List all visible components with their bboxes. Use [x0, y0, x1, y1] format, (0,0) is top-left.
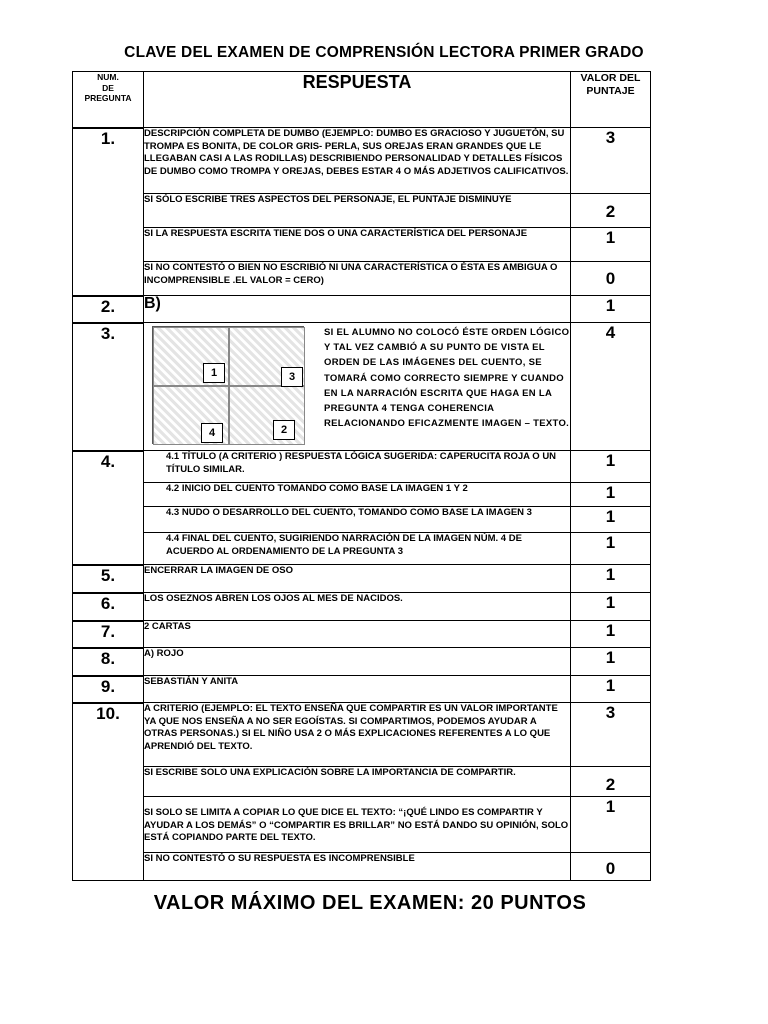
question-9-row — [73, 676, 651, 703]
question-1-answer-2: SI SÓLO ESCRIBE TRES ASPECTOS DEL PERSONAJE, EL PUNTAJE DISMINUYE — [144, 194, 571, 228]
question-7-answer: 2 CARTAS — [144, 621, 571, 648]
question-5-answer: ENCERRAR LA IMAGEN DE OSO — [144, 565, 571, 593]
question-4-points-3: 1 — [571, 507, 651, 533]
question-8-answer: A) ROJO — [144, 648, 571, 676]
question-1-row-2 — [73, 194, 651, 228]
question-6-row — [73, 593, 651, 621]
question-2-number: 2. — [73, 296, 144, 323]
image-label-2: 2 — [273, 420, 295, 440]
question-10-number: 10. — [73, 703, 144, 881]
question-4-answer-3: 4.3 NUDO O DESARROLLO DEL CUENTO, TOMANDO COMO BASE LA IMAGEN 3 — [144, 507, 571, 533]
question-2-answer: B) — [144, 296, 571, 323]
question-5-row — [73, 565, 651, 593]
question-10-row-1 — [73, 703, 651, 767]
question-3-points: 4 — [571, 323, 651, 451]
question-10-answer-1: A CRITERIO (EJEMPLO: EL TEXTO ENSEÑA QUE COMPARTIR ES UN VALOR IMPORTANTE YA QUE NOS ENSEÑA A NO SER EGOÍSTAS. SI COMPARTIMOS, PODEMOS AYUDAR A OTRAS PERSONAS.) SI EL NIÑO USA 2 O MÁS EXPLICACIONES REFERENTES A LO QUE APRENDIÓ DEL TEXTO. — [144, 703, 571, 767]
table-header-row — [73, 72, 651, 128]
question-10-answer-3: SI SOLO SE LIMITA A COPIAR LO QUE DICE EL TEXTO: “¡QUÉ LINDO ES COMPARTIR Y AYUDAR A LOS DEMÁS” O “COMPARTIR ES BRILLAR” NO ESTÁ DANDO SU OPINIÓN, SOLO ESTÁ COPIANDO PARTE DEL TEXTO. — [144, 797, 571, 853]
question-5-number: 5. — [73, 565, 144, 593]
question-6-number: 6. — [73, 593, 144, 621]
max-score-footer: VALOR MÁXIMO DEL EXAMEN: 20 PUNTOS — [153, 892, 587, 914]
question-4-row-3 — [73, 507, 651, 533]
image-label-3: 3 — [281, 367, 303, 387]
question-4-number: 4. — [73, 451, 144, 565]
question-2-row — [73, 296, 651, 323]
question-4-row-4 — [73, 533, 651, 565]
question-8-row — [73, 648, 651, 676]
question-7-points: 1 — [571, 621, 651, 648]
question-10-points-4: 0 — [571, 853, 651, 881]
question-10-points-3: 1 — [571, 797, 651, 853]
question-4-row-2 — [73, 483, 651, 507]
question-1-row-4 — [73, 262, 651, 296]
question-4-row-1 — [73, 451, 651, 483]
question-1-points-4: 0 — [571, 262, 651, 296]
question-7-row — [73, 621, 651, 648]
question-1-number: 1. — [73, 128, 144, 296]
question-5-points: 1 — [571, 565, 651, 593]
question-4-answer-2: 4.2 INICIO DEL CUENTO TOMANDO COMO BASE LA IMAGEN 1 Y 2 — [144, 483, 571, 507]
question-9-number: 9. — [73, 676, 144, 703]
question-4-answer-4: 4.4 FINAL DEL CUENTO, SUGIRIENDO NARRACIÓN DE LA IMAGEN NÚM. 4 DE ACUERDO AL ORDENAMIENTO DE LA PREGUNTA 3 — [144, 533, 571, 565]
page-title: CLAVE DEL EXAMEN DE COMPRENSIÓN LECTORA PRIMER GRADO — [124, 44, 644, 61]
question-6-points: 1 — [571, 593, 651, 621]
answer-key-table — [72, 71, 651, 881]
question-1-row-3 — [73, 228, 651, 262]
question-1-points-2: 2 — [571, 194, 651, 228]
header-valor: VALOR DEL PUNTAJE — [571, 72, 651, 128]
story-sequence-image — [152, 326, 304, 444]
question-4-points-2: 1 — [571, 483, 651, 507]
question-3-answer-cell — [144, 323, 571, 451]
question-4-points-4: 1 — [571, 533, 651, 565]
question-1-answer-3: SI LA RESPUESTA ESCRITA TIENE DOS O UNA CARACTERÍSTICA DEL PERSONAJE — [144, 228, 571, 262]
question-7-number: 7. — [73, 621, 144, 648]
question-9-answer: SEBASTIÁN Y ANITA — [144, 676, 571, 703]
question-1-row-1 — [73, 128, 651, 194]
question-6-answer: LOS OSEZNOS ABREN LOS OJOS AL MES DE NACIDOS. — [144, 593, 571, 621]
question-8-number: 8. — [73, 648, 144, 676]
question-1-answer-4: SI NO CONTESTÓ O BIEN NO ESCRIBIÓ NI UNA CARACTERÍSTICA O ÉSTA ES AMBIGUA O INCOMPRENSIBLE .EL VALOR = CERO) — [144, 262, 571, 296]
image-label-1: 1 — [203, 363, 225, 383]
question-10-points-2: 2 — [571, 767, 651, 797]
question-4-points-1: 1 — [571, 451, 651, 483]
question-1-answer-1: DESCRIPCIÓN COMPLETA DE DUMBO (EJEMPLO: DUMBO ES GRACIOSO Y JUGUETÓN, SU TROMPA ES BONITA, DE COLOR GRIS- PERLA, SUS OREJAS ERAN GRANDES QUE LE LLEGABAN CASI A LAS RODILLAS) DESCRIBIENDO PERSONALIDAD Y DETALLES FÍSICOS DE DUMBO COMO TROMPA Y OREJAS, DEBES ESTAR 4 O MÁS ADJETIVOS CALIFICATIVOS. — [144, 128, 571, 194]
question-10-answer-2: SI ESCRIBE SOLO UNA EXPLICACIÓN SOBRE LA IMPORTANCIA DE COMPARTIR. — [144, 767, 571, 797]
question-1-points-3: 1 — [571, 228, 651, 262]
header-respuesta: RESPUESTA — [144, 72, 571, 128]
question-10-row-4 — [73, 853, 651, 881]
question-10-row-2 — [73, 767, 651, 797]
image-label-4: 4 — [201, 423, 223, 443]
question-8-points: 1 — [571, 648, 651, 676]
question-4-answer-1: 4.1 TÍTULO (A CRITERIO ) RESPUESTA LÓGICA SUGERIDA: CAPERUCITA ROJA O UN TÍTULO SIMILAR. — [144, 451, 571, 483]
question-9-points: 1 — [571, 676, 651, 703]
question-2-points: 1 — [571, 296, 651, 323]
question-10-row-3 — [73, 797, 651, 853]
question-10-answer-4: SI NO CONTESTÓ O SU RESPUESTA ES INCOMPRENSIBLE — [144, 853, 571, 881]
question-1-points-1: 3 — [571, 128, 651, 194]
question-3-answer: SI EL ALUMNO NO COLOCÓ ÉSTE ORDEN LÓGICO Y TAL VEZ CAMBIÓ A SU PUNTO DE VISTA EL ORDEN DE LAS IMÁGENES DEL CUENTO, SE TOMARÁ COMO CORRECTO SIEMPRE Y CUANDO EN LA NARRACIÓN ESCRITA QUE HAGA EN LA PREGUNTA 4 TENGA COHERENCIA RELACIONANDO EFICAZMENTE IMAGEN – TEXTO. — [324, 327, 570, 430]
question-3-number: 3. — [73, 323, 144, 451]
header-num: NUM. DE PREGUNTA — [73, 72, 144, 128]
question-10-points-1: 3 — [571, 703, 651, 767]
question-3-row — [73, 323, 651, 451]
